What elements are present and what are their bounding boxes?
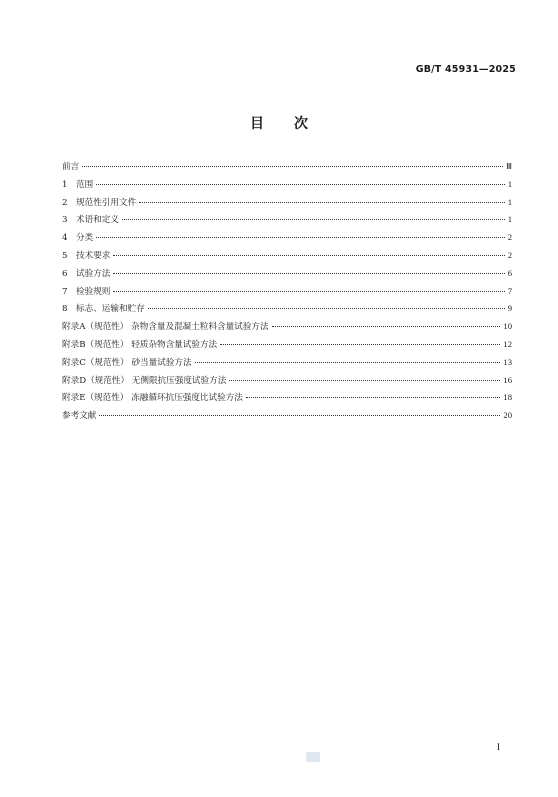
toc-leader-dots — [246, 397, 501, 398]
toc-entry-label: 分类 — [76, 233, 94, 244]
toc-entry[interactable] — [62, 249, 512, 267]
toc-entry-page: 1 — [507, 214, 512, 225]
toc-leader-dots — [139, 202, 505, 203]
toc-entry[interactable] — [62, 374, 512, 392]
toc-leader-dots — [96, 184, 505, 185]
toc-entry-page: 20 — [503, 410, 512, 421]
toc-entry-label: 试验方法 — [76, 268, 111, 279]
toc-entry-page: 1 — [507, 178, 512, 189]
toc-entry[interactable] — [62, 391, 512, 409]
toc-entry-number: 8 — [62, 304, 68, 315]
toc-entry-page: 7 — [507, 285, 512, 296]
toc-entry[interactable] — [62, 338, 512, 356]
toc-entry[interactable] — [62, 231, 512, 249]
toc-entry-label: 参考文献 — [62, 411, 97, 422]
toc-leader-dots — [113, 255, 504, 256]
toc-entry-label: 附录C（规范性） 砂当量试验方法 — [62, 357, 192, 368]
toc-entry[interactable] — [62, 213, 512, 231]
toc-entry-label: 标志、运输和贮存 — [76, 304, 145, 315]
toc-entry-page: 2 — [507, 249, 512, 260]
toc-entry-number: 2 — [62, 197, 68, 208]
toc-entry-label: 附录E（规范性） 冻融循环抗压强度比试验方法 — [62, 393, 243, 404]
toc-entry-label: 附录B（规范性） 轻质杂物含量试验方法 — [62, 339, 218, 350]
toc-leader-dots — [113, 273, 504, 274]
toc-entry-page: 1 — [507, 196, 512, 207]
toc-leader-dots — [272, 326, 501, 327]
toc-entry-label: 范围 — [76, 179, 94, 190]
standard-code: GB/T 45931—2025 — [415, 64, 516, 75]
toc-entry-label: 附录D（规范性） 无侧限抗压强度试验方法 — [62, 375, 227, 386]
watermark-logo — [306, 752, 320, 762]
toc-entry-page: 9 — [507, 303, 512, 314]
toc-entry-label: 附录A（规范性） 杂物含量及混凝土粒料含量试验方法 — [62, 322, 269, 333]
toc-entry[interactable] — [62, 267, 512, 285]
page-title: 目次 — [250, 116, 338, 132]
toc-entry[interactable] — [62, 160, 512, 178]
toc-entry[interactable] — [62, 356, 512, 374]
toc-entry-page: 2 — [507, 232, 512, 243]
toc-entry-number: 7 — [62, 286, 68, 297]
toc-entry[interactable] — [62, 285, 512, 303]
toc-leader-dots — [220, 344, 500, 345]
toc-entry[interactable] — [62, 196, 512, 214]
toc-entry-page: 10 — [503, 321, 512, 332]
toc-entry-label: 规范性引用文件 — [76, 197, 137, 208]
toc-entry-number: 1 — [62, 179, 68, 190]
toc-entry[interactable] — [62, 320, 512, 338]
toc-entry[interactable] — [62, 302, 512, 320]
toc-entry-number: 5 — [62, 250, 68, 261]
toc-leader-dots — [148, 308, 505, 309]
toc-entry-page: 18 — [503, 392, 512, 403]
toc-leader-dots — [229, 380, 500, 381]
toc-leader-dots — [113, 291, 504, 292]
toc-entry-label: 前言 — [62, 162, 80, 172]
toc-entry-page: 12 — [503, 338, 512, 349]
toc-leader-dots — [122, 219, 505, 220]
toc-entry-label: 术语和定义 — [76, 215, 119, 226]
toc-leader-dots — [96, 237, 505, 238]
toc-entry-number: 3 — [62, 215, 68, 226]
toc-entry-label: 检验规则 — [76, 286, 111, 297]
toc-entry-page: 13 — [503, 356, 512, 367]
toc-entry-number: 4 — [62, 233, 68, 244]
page-number: I — [496, 743, 500, 753]
toc-entry-label: 技术要求 — [76, 250, 111, 261]
toc-entry-page: 6 — [507, 267, 512, 278]
toc-entry[interactable] — [62, 409, 512, 427]
toc-leader-dots — [82, 166, 503, 167]
toc-entry-number: 6 — [62, 268, 68, 279]
toc-entry[interactable] — [62, 178, 512, 196]
table-of-contents — [62, 160, 512, 427]
toc-leader-dots — [99, 415, 500, 416]
toc-leader-dots — [195, 362, 501, 363]
toc-entry-page: 16 — [503, 374, 512, 385]
toc-entry-page: Ⅲ — [506, 161, 512, 171]
